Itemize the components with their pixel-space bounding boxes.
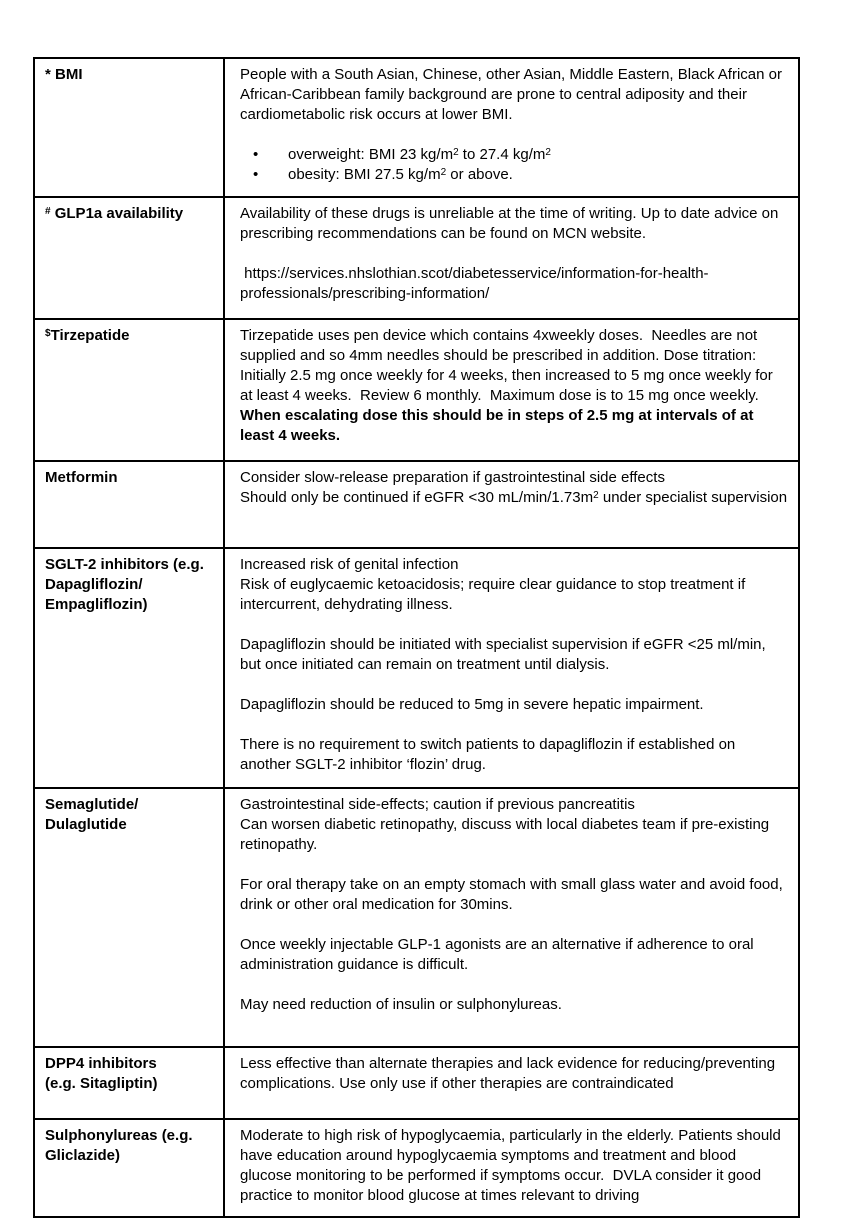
- text-run: 2: [453, 147, 459, 158]
- table-row: [34, 58, 799, 197]
- bullet-item: [240, 165, 788, 185]
- drug-name-line: [45, 468, 215, 488]
- bullet-icon: •: [253, 166, 259, 183]
- text-run: Dulaglutide: [45, 816, 127, 833]
- text-run: #: [45, 206, 51, 217]
- text-run: (e.g. Sitagliptin): [45, 1075, 158, 1092]
- text-run: Semaglutide/: [45, 796, 139, 813]
- text-run: Metformin: [45, 469, 118, 486]
- blank-line: [240, 975, 788, 995]
- table-row: [34, 548, 799, 788]
- info-paragraph: [240, 326, 788, 446]
- table-row: [34, 788, 799, 1047]
- text-run: Once weekly injectable GLP-1 agonists are an alternative if adherence to oral administration guidance is difficult.: [240, 936, 758, 973]
- info-paragraph: [240, 695, 788, 715]
- drug-name-cell: [34, 548, 224, 788]
- drug-name-line: [45, 65, 215, 85]
- text-run: Should only be continued if eGFR <30 mL/min/1.73m: [240, 489, 594, 506]
- drug-name-cell: [34, 788, 224, 1047]
- drug-name-line: [45, 1146, 215, 1166]
- text-run: When escalating dose this should be in steps of 2.5 mg at intervals of at least 4 weeks.: [240, 407, 758, 444]
- text-run: Sulphonylureas (e.g.: [45, 1127, 193, 1144]
- blank-line: [240, 125, 788, 145]
- blank-line: [240, 1015, 788, 1035]
- text-run: 2: [545, 147, 551, 158]
- text-run: People with a South Asian, Chinese, other Asian, Middle Eastern, Black African or African-Caribbean family background are prone to central adiposity and their cardiometabolic risk occurs at lower BMI.: [240, 66, 786, 123]
- text-run: For oral therapy take on an empty stomach with small glass water and avoid food, drink or other oral medication for 30mins.: [240, 876, 787, 913]
- drug-name-line: [45, 575, 215, 595]
- drug-name-cell: [34, 461, 224, 548]
- drug-name-line: [45, 1074, 215, 1094]
- info-paragraph: [240, 795, 788, 815]
- table-row: [34, 461, 799, 548]
- text-run: Availability of these drugs is unreliable at the time of writing. Up to date advice on prescribing recommendations can be found on MCN website.: [240, 205, 783, 242]
- table-row: [34, 319, 799, 461]
- drug-name-line: [45, 204, 215, 224]
- text-run: to 27.4 kg/m: [458, 146, 546, 163]
- bullet-item: [240, 145, 788, 165]
- blank-line: [240, 615, 788, 635]
- drug-name-line: [45, 795, 215, 815]
- drug-name-line: [45, 1126, 215, 1146]
- drug-info-cell: [224, 788, 799, 1047]
- blank-line: [240, 715, 788, 735]
- info-paragraph: [240, 935, 788, 975]
- drug-info-cell: [224, 548, 799, 788]
- text-run: Gastrointestinal side-effects; caution if previous pancreatitis: [240, 796, 635, 813]
- drug-table-body: [34, 58, 799, 1217]
- text-run: Moderate to high risk of hypoglycaemia, particularly in the elderly. Patients should have education around hypoglycaemia symptoms and treatment and blood glucose monitoring to be performed if symptoms occur. DVLA consider it good practice to monitor blood glucose at times relevant to driving: [240, 1127, 786, 1204]
- text-run: GLP1a availability: [50, 205, 184, 222]
- text-run: There is no requirement to switch patients to dapagliflozin if established on another SGLT-2 inhibitor ‘flozin’ drug.: [240, 736, 740, 773]
- info-paragraph: [240, 875, 788, 915]
- bullet-text: [288, 165, 788, 185]
- drug-name-line: [45, 555, 215, 575]
- text-run: Dapagliflozin/: [45, 576, 143, 593]
- info-paragraph: [240, 468, 788, 488]
- text-run: Can worsen diabetic retinopathy, discuss with local diabetes team if pre-existing retinopathy.: [240, 816, 774, 853]
- blank-line: [240, 675, 788, 695]
- text-run: obesity: BMI 27.5 kg/m: [288, 166, 441, 183]
- info-paragraph: [240, 264, 788, 304]
- info-paragraph: [240, 635, 788, 675]
- drug-name-line: [45, 595, 215, 615]
- text-run: Empagliflozin): [45, 596, 148, 613]
- drug-info-cell: [224, 1119, 799, 1217]
- drug-name-line: [45, 815, 215, 835]
- info-paragraph: [240, 204, 788, 244]
- info-paragraph: [240, 65, 788, 125]
- text-run: Tirzepatide: [50, 327, 130, 344]
- text-run: May need reduction of insulin or sulphonylureas.: [240, 996, 562, 1013]
- drug-info-cell: [224, 1047, 799, 1119]
- text-run: Less effective than alternate therapies and lack evidence for reducing/preventing complications. Use only use if other therapies are contraindicated: [240, 1055, 780, 1092]
- info-paragraph: [240, 555, 788, 575]
- table-row: [34, 197, 799, 319]
- text-run: or above.: [446, 166, 513, 183]
- drug-name-line: [45, 1054, 215, 1074]
- info-paragraph: [240, 815, 788, 855]
- text-run: https://services.nhslothian.scot/diabetesservice/information-for-health-professionals/prescribing-information/: [240, 265, 709, 302]
- table-row: [34, 1119, 799, 1217]
- drug-info-cell: [224, 58, 799, 197]
- text-run: 2: [593, 490, 599, 501]
- drug-name-cell: [34, 1119, 224, 1217]
- drug-name-cell: [34, 197, 224, 319]
- info-paragraph: [240, 995, 788, 1015]
- text-run: DPP4 inhibitors: [45, 1055, 157, 1072]
- bullet-icon: •: [253, 146, 259, 163]
- text-run: under specialist supervision: [598, 489, 788, 506]
- text-run: Consider slow-release preparation if gastrointestinal side effects: [240, 469, 665, 486]
- text-run: * BMI: [45, 66, 83, 83]
- drug-info-cell: [224, 197, 799, 319]
- drug-name-cell: [34, 319, 224, 461]
- drug-name-cell: [34, 58, 224, 197]
- drug-info-cell: [224, 461, 799, 548]
- blank-line: [240, 244, 788, 264]
- text-run: Risk of euglycaemic ketoacidosis; require clear guidance to stop treatment if intercurrent, dehydrating illness.: [240, 576, 750, 613]
- text-run: Gliclazide): [45, 1147, 121, 1164]
- blank-line: [240, 855, 788, 875]
- info-paragraph: [240, 575, 788, 615]
- info-paragraph: [240, 1126, 788, 1206]
- info-paragraph: [240, 735, 788, 775]
- bullet-text: [288, 145, 788, 165]
- text-run: overweight: BMI 23 kg/m: [288, 146, 454, 163]
- text-run: $: [45, 328, 51, 339]
- text-run: Dapagliflozin should be reduced to 5mg in severe hepatic impairment.: [240, 696, 704, 713]
- drug-info-cell: [224, 319, 799, 461]
- table-row: [34, 1047, 799, 1119]
- text-run: Tirzepatide uses pen device which contains 4xweekly doses. Needles are not supplied and so 4mm needles should be prescribed in addition. Dose titration: Initially 2.5 mg once weekly for 4 weeks, then increased to 5 mg once weekly for at least 4 weeks. Review 6 monthly. Maximum dose is to 15 mg once weekly.: [240, 327, 777, 404]
- drug-name-line: [45, 326, 215, 346]
- text-run: Increased risk of genital infection: [240, 556, 459, 573]
- drug-name-cell: [34, 1047, 224, 1119]
- text-run: SGLT-2 inhibitors (e.g.: [45, 556, 204, 573]
- info-paragraph: [240, 488, 788, 508]
- blank-line: [240, 915, 788, 935]
- info-paragraph: [240, 1054, 788, 1094]
- text-run: Dapagliflozin should be initiated with specialist supervision if eGFR <25 ml/min, but once initiated can remain on treatment until dialysis.: [240, 636, 770, 673]
- drug-notes-table: [33, 57, 800, 1218]
- text-run: 2: [440, 167, 447, 178]
